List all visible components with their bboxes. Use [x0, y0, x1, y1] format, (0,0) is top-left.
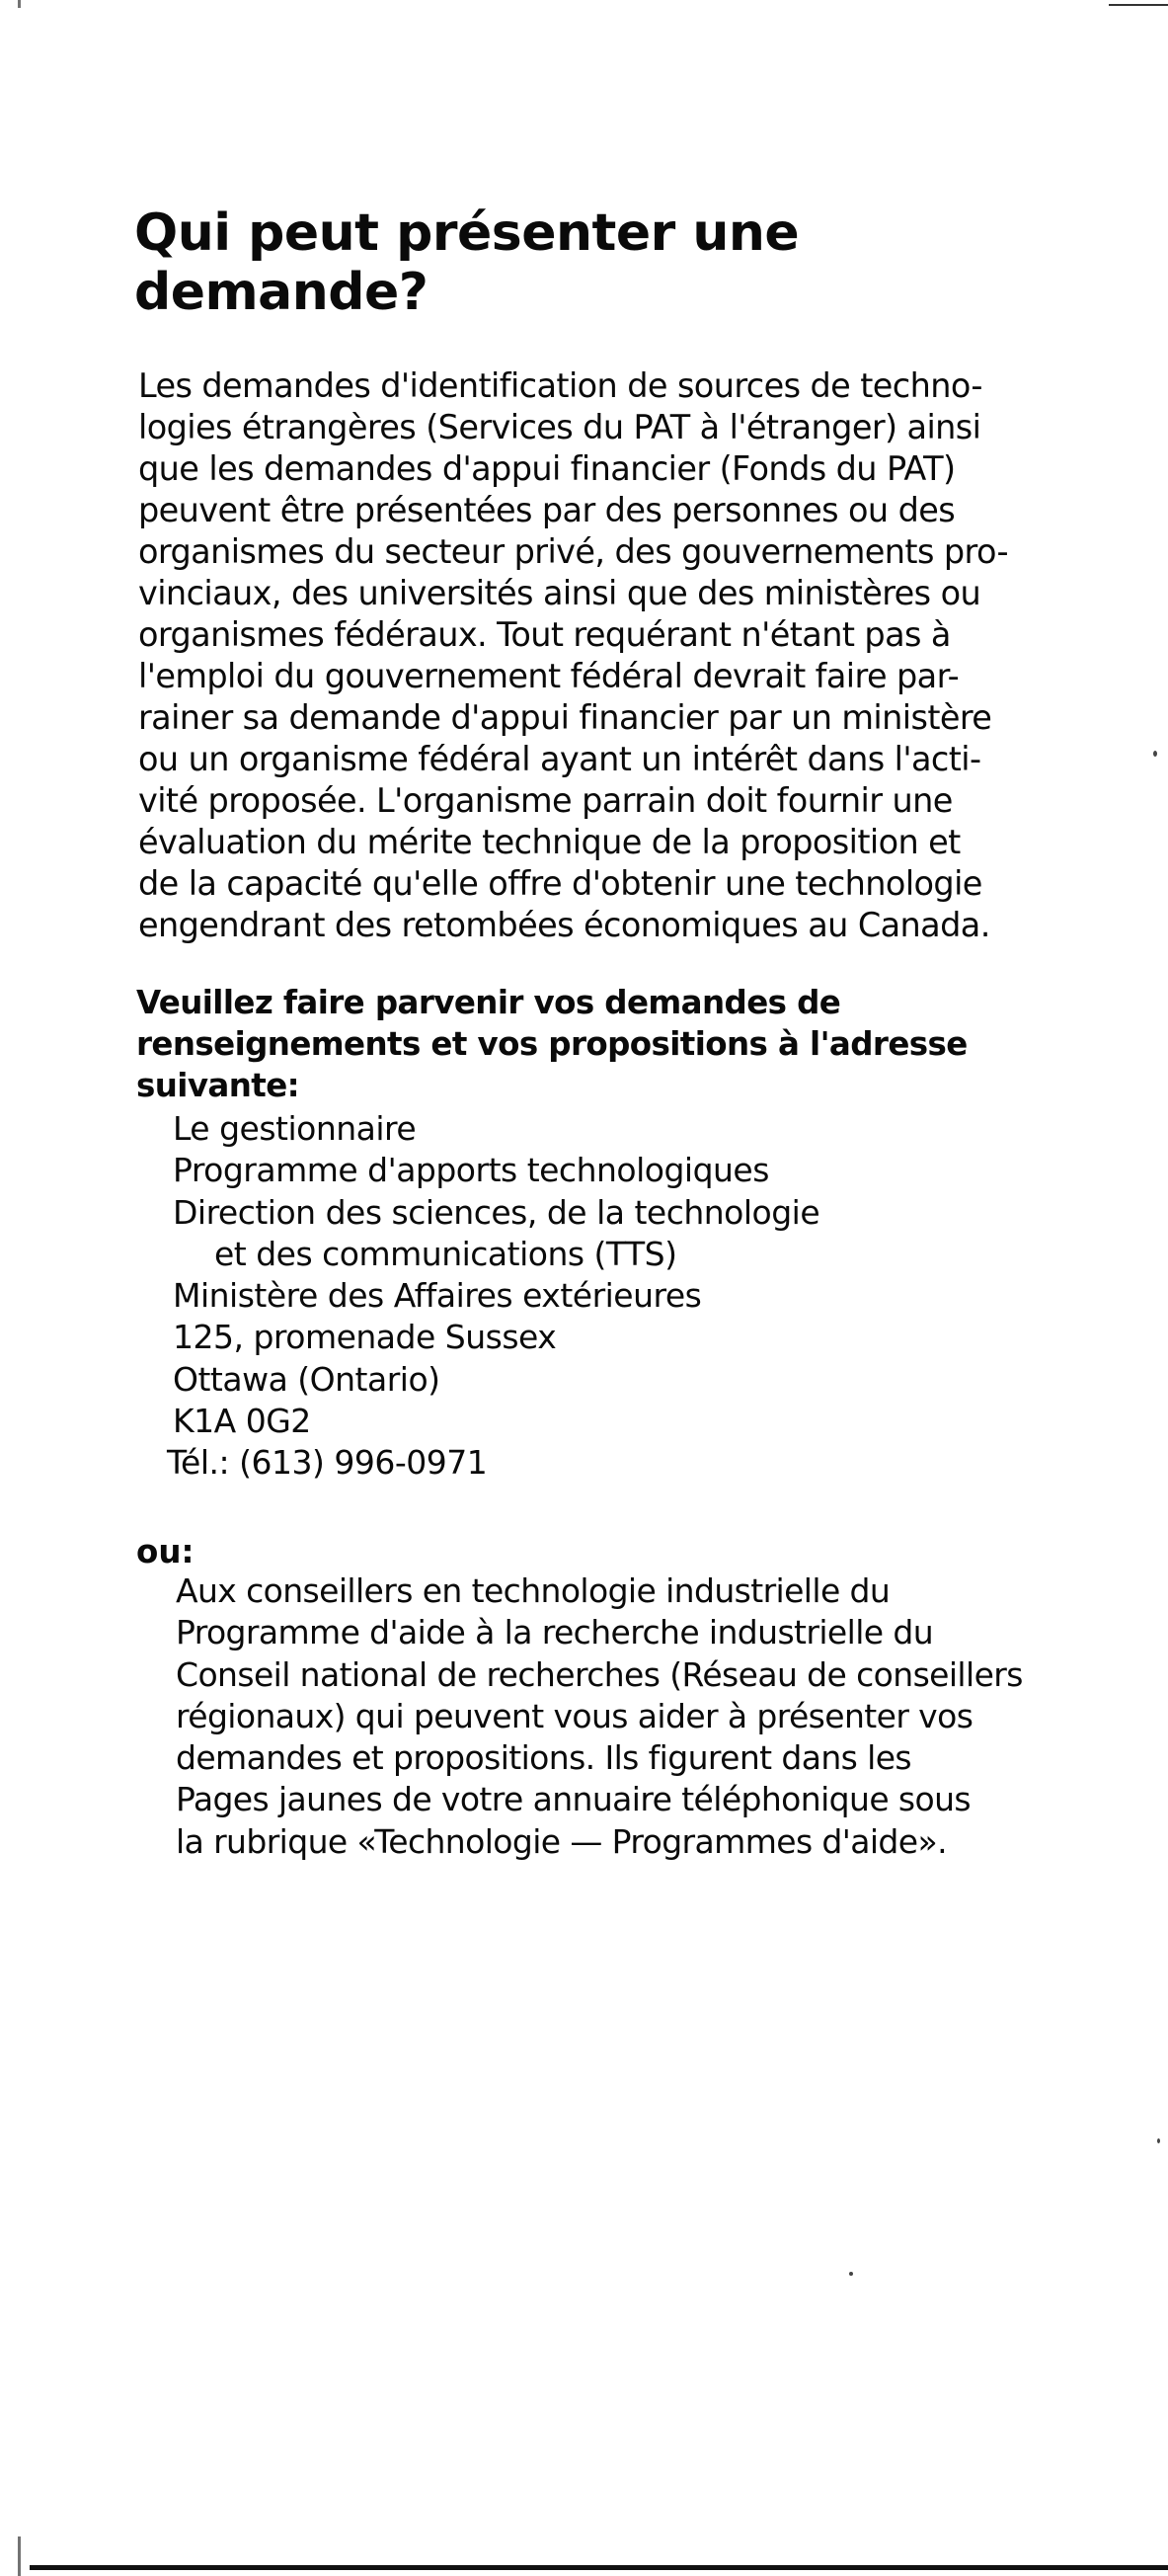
- scan-edge-bottom: [30, 2565, 1168, 2570]
- paragraph-line: évaluation du mérite technique de la proposition et: [138, 823, 961, 861]
- address-line: 125, promenade Sussex: [173, 1318, 557, 1357]
- address-line: Ministère des Affaires extérieures: [173, 1276, 702, 1316]
- or-label: ou:: [136, 1533, 195, 1570]
- paragraph-line: organismes du secteur privé, des gouvernements pro-: [138, 532, 1008, 571]
- telephone-number: Tél.: (613) 996-0971: [167, 1443, 488, 1483]
- paragraph-line: l'emploi du gouvernement fédéral devrait faire par-: [138, 657, 960, 695]
- paragraph-line: vité proposée. L'organisme parrain doit fournir une: [138, 781, 953, 820]
- address-line: Ottawa (Ontario): [173, 1359, 440, 1399]
- alternative-line: la rubrique «Technologie — Programmes d'aide».: [176, 1821, 947, 1861]
- page-title: [134, 203, 1023, 322]
- scan-speck: [849, 2272, 853, 2276]
- alternative-line: Programme d'aide à la recherche industrielle du: [176, 1613, 934, 1652]
- alternative-line: Pages jaunes de votre annuaire téléphonique sous: [176, 1780, 971, 1819]
- scan-edge-top: [1109, 4, 1168, 6]
- paragraph-line: organismes fédéraux. Tout requérant n'étant pas à: [138, 615, 951, 654]
- alternative-line: Aux conseillers en technologie industrielle du: [176, 1571, 891, 1610]
- instruction-line: renseignements et vos propositions à l'adresse: [136, 1025, 968, 1063]
- mailing-address: [167, 1108, 1022, 1485]
- scan-speck: [1157, 2138, 1160, 2143]
- paragraph-line: Les demandes d'identification de sources de techno-: [138, 366, 982, 405]
- scan-speck: [1153, 751, 1157, 757]
- address-line: et des communications (TTS): [214, 1234, 677, 1273]
- address-line: Le gestionnaire: [173, 1109, 417, 1148]
- paragraph-line: logies étrangères (Services du PAT à l'étranger) ainsi: [138, 408, 981, 446]
- paragraph-line: que les demandes d'appui financier (Fonds du PAT): [138, 449, 956, 488]
- alternative-line: demandes et propositions. Ils figurent dans les: [176, 1738, 912, 1778]
- eligibility-paragraph: [138, 365, 1027, 946]
- scan-edge-left: [18, 0, 21, 2576]
- paragraph-line: de la capacité qu'elle offre d'obtenir une technologie: [138, 864, 982, 903]
- paragraph-line: ou un organisme fédéral ayant un intérêt dans l'acti-: [138, 740, 981, 778]
- submission-instructions: [136, 982, 1025, 1106]
- alternative-line: Conseil national de recherches (Réseau de conseillers: [176, 1654, 1023, 1694]
- address-line: Direction des sciences, de la technologie: [173, 1192, 820, 1232]
- alternative-line: régionaux) qui peuvent vous aider à présenter vos: [176, 1696, 973, 1735]
- paragraph-line: engendrant des retombées économiques au Canada.: [138, 906, 990, 944]
- paragraph-line: vinciaux, des universités ainsi que des ministères ou: [138, 574, 981, 612]
- title-line: Qui peut présenter une: [134, 203, 800, 263]
- paragraph-line: rainer sa demande d'appui financier par un ministère: [138, 698, 992, 737]
- alternative-contact: [176, 1570, 1045, 1863]
- instruction-line: Veuillez faire parvenir vos demandes de: [136, 984, 841, 1021]
- instruction-line: suivante:: [136, 1067, 300, 1104]
- postal-code: K1A 0G2: [173, 1402, 311, 1441]
- title-line: demande?: [134, 263, 428, 322]
- paragraph-line: peuvent être présentées par des personnes ou des: [138, 491, 956, 529]
- address-line: Programme d'apports technologiques: [173, 1151, 769, 1190]
